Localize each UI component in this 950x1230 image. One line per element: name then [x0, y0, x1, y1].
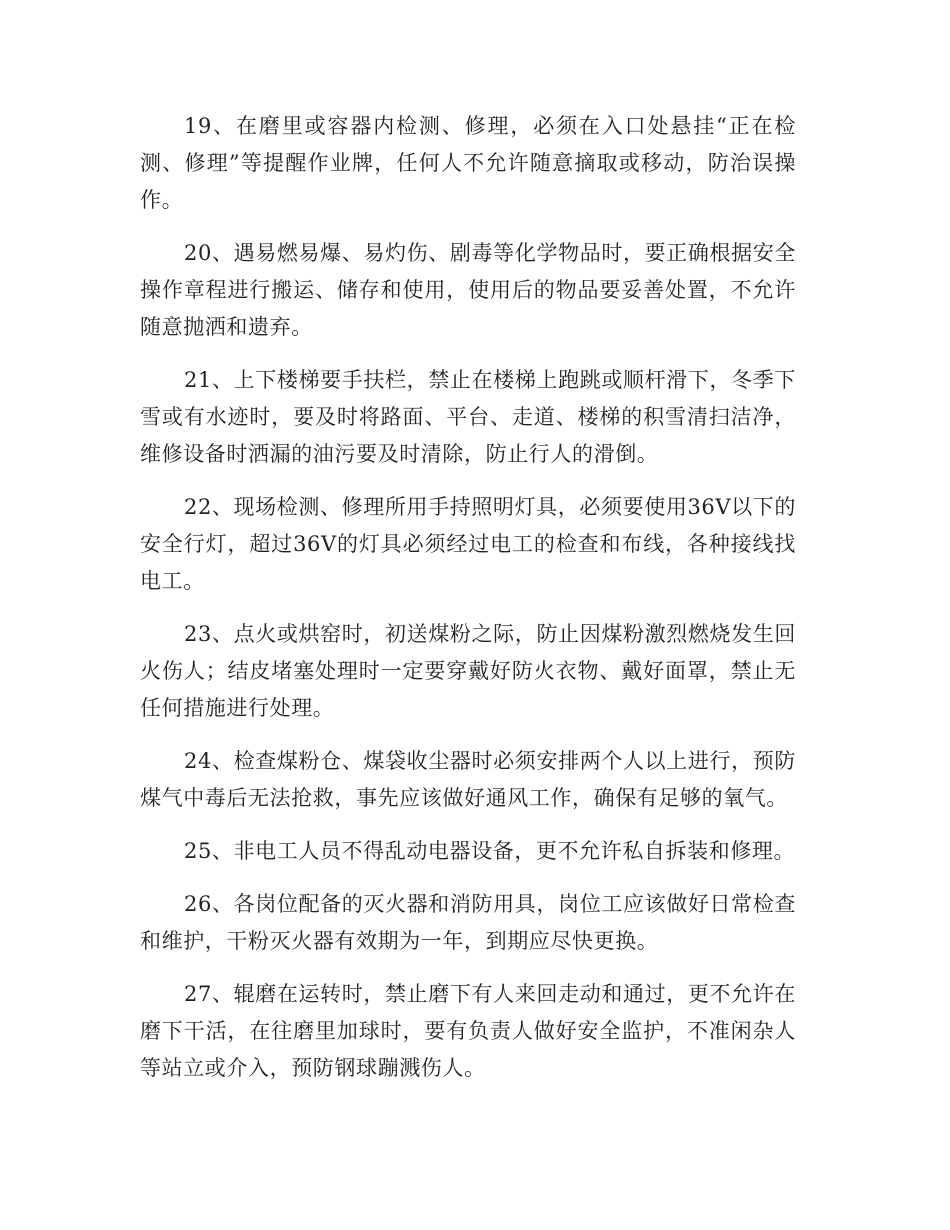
paragraph-24: 24、检查煤粉仓、煤袋收尘器时必须安排两个人以上进行，预防煤气中毒后无法抢救，事先应该做好通风工作，确保有足够的氧气。	[140, 749, 796, 810]
paragraph-25: 25、非电工人员不得乱动电器设备，更不允许私自拆装和修理。	[184, 839, 796, 863]
paragraph-21: 21、上下楼梯要手扶栏，禁止在楼梯上跑跳或顺杆滑下，冬季下雪或有水迹时，要及时将路面、平台、走道、楼梯的积雪清扫洁净，维修设备时洒漏的油污要及时清除，防止行人的滑倒。	[140, 368, 796, 466]
paragraph-22: 22、现场检测、修理所用手持照明灯具，必须要使用36V以下的安全行灯，超过36V的灯具必须经过电工的检查和布线，各种接线找电工。	[140, 495, 796, 593]
paragraph-19: 19、在磨里或容器内检测、修理，必须在入口处悬挂“正在检测、修理”等提醒作业牌，任何人不允许随意摘取或移动，防治误操作。	[140, 114, 796, 212]
paragraph-27: 27、辊磨在运转时，禁止磨下有人来回走动和通过，更不允许在磨下干活，在往磨里加球时，要有负责人做好安全监护，不准闲杂人等站立或介入，预防钢球蹦溅伤人。	[140, 982, 796, 1080]
paragraph-26: 26、各岗位配备的灭火器和消防用具，岗位工应该做好日常检查和维护，干粉灭火器有效期为一年，到期应尽快更换。	[140, 892, 796, 953]
paragraph-23: 23、点火或烘窑时，初送煤粉之际，防止因煤粉激烈燃烧发生回火伤人；结皮堵塞处理时一定要穿戴好防火衣物、戴好面罩，禁止无任何措施进行处理。	[140, 622, 796, 720]
paragraph-20: 20、遇易燃易爆、易灼伤、剧毒等化学物品时，要正确根据安全操作章程进行搬运、储存和使用，使用后的物品要妥善处置，不允许随意抛洒和遗弃。	[140, 241, 796, 339]
document-body	[140, 108, 796, 1103]
